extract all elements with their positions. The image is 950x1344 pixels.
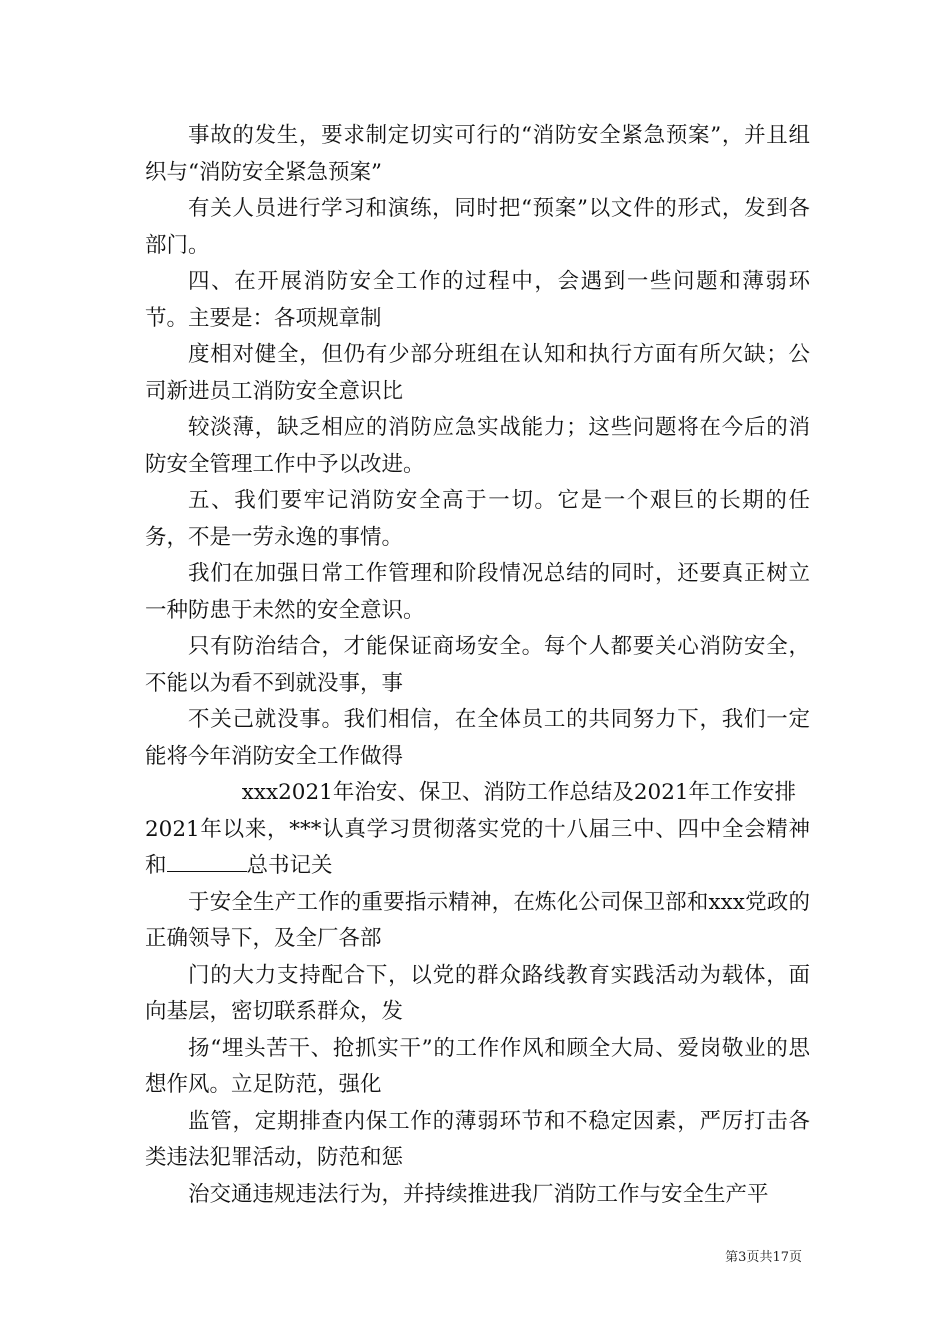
paragraph-6: 五、我们要牢记消防安全高于一切。它是一个艰巨的长期的任务，不是一劳永逸的事情。 — [145, 488, 810, 550]
paragraph-8: 只有防治结合，才能保证商场安全。每个人都要关心消防安全，不能以为看不到就没事，事 — [145, 634, 810, 696]
paragraph-7: 我们在加强日常工作管理和阶段情况总结的同时，还要真正树立一种防患于未然的安全意识。 — [145, 561, 810, 623]
document-body — [145, 118, 810, 1213]
paragraph-13: 监管，定期排查内保工作的薄弱环节和不稳定因素，严厉打击各类违法犯罪活动，防范和惩 — [145, 1108, 810, 1170]
paragraph-10: 于安全生产工作的重要指示精神，在炼化公司保卫部和xxx党政的正确领导下，及全厂各部 — [145, 889, 810, 951]
paragraph-12: 扬“埋头苦干、抢抓实干”的工作作风和顾全大局、爱岗敬业的思想作风。立足防范，强化 — [145, 1035, 810, 1097]
intro-paragraph — [145, 812, 810, 885]
fill-in-blank — [167, 853, 247, 872]
section-title: xxx2021年治安、保卫、消防工作总结及2021年工作安排 — [241, 780, 797, 805]
page-number: 第3页共17页 — [725, 1250, 802, 1265]
paragraph-5: 较淡薄，缺乏相应的消防应急实战能力；这些问题将在今后的消防安全管理工作中予以改进。 — [145, 415, 810, 477]
paragraph-3: 四、在开展消防安全工作的过程中，会遇到一些问题和薄弱环节。主要是：各项规章制 — [145, 269, 810, 331]
intro-text-part1: 2021年以来，***认真学习贯彻落实党的十八届三中、四中全会精神和 — [145, 816, 810, 878]
intro-text-part2: 总书记关 — [246, 853, 333, 878]
paragraph-11: 门的大力支持配合下，以党的群众路线教育实践活动为载体，面向基层，密切联系群众，发 — [145, 962, 810, 1024]
paragraph-4: 度相对健全，但仍有少部分班组在认知和执行方面有所欠缺；公司新进员工消防安全意识比 — [145, 342, 810, 404]
paragraph-2: 有关人员进行学习和演练，同时把“预案”以文件的形式，发到各部门。 — [145, 196, 810, 258]
paragraph-9: 不关己就没事。我们相信，在全体员工的共同努力下，我们一定能将今年消防安全工作做得 — [145, 707, 810, 769]
paragraph-14: 治交通违规违法行为，并持续推进我厂消防工作与安全生产平 — [188, 1181, 769, 1207]
paragraph-1: 事故的发生，要求制定切实可行的“消防安全紧急预案”，并且组织与“消防安全紧急预案” — [145, 123, 810, 185]
